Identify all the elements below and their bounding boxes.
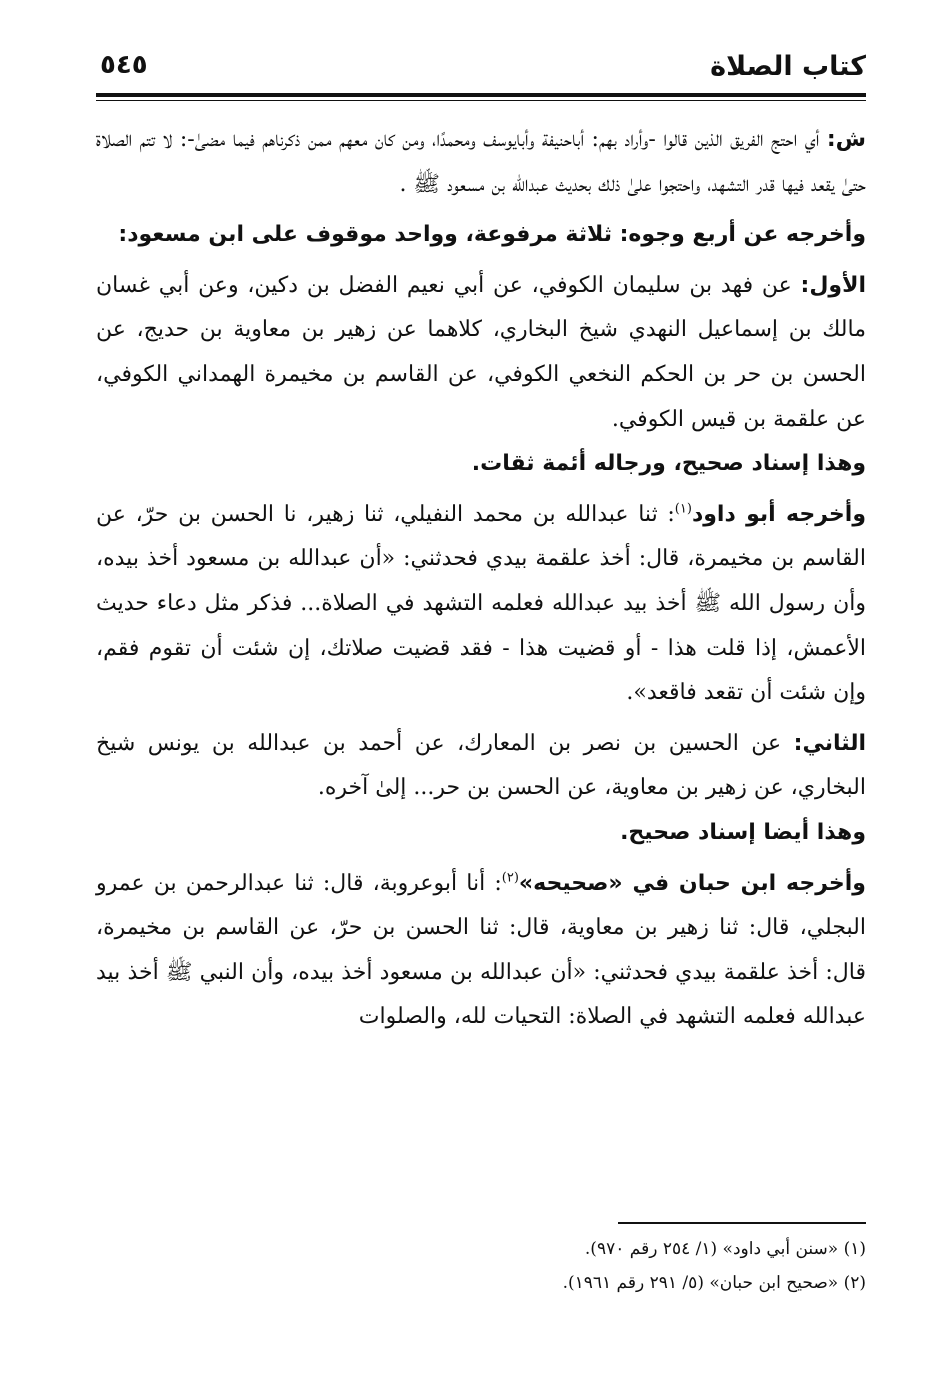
paragraph-body: : أنا أبوعروبة، قال: ثنا عبدالرحمن بن عمرو البجلي، قال: ثنا زهير بن معاوية، قال: ثنا الحسن بن حرّ، عن القاسم بن مخيمرة، قال: أخذ علقمة بيدي فحدثني: «أن عبدالله بن مسعود أخذ بيده، وأن النبي ﷺ أخذ بيد عبدالله فعلمه التشهد في الصلاة: التحيات لله، والصلوات	[96, 870, 866, 1030]
paragraph-body: أي احتج الفريق الذين قالوا -وأراد بهم: أباحنيفة وأبايوسف ومحمدًا، ومن كان معهم ممن ذكرناهم فيما مضىٰ-: لا تتم الصلاة حتىٰ يقعد فيها قدر التشهد، واحتجوا علىٰ ذلك بحديث عبدالله بن مسعود ﷺ .	[96, 127, 866, 197]
paragraph-first-chain	[96, 264, 866, 442]
main-text	[96, 118, 866, 1040]
paragraph-ibn-hibban	[96, 862, 866, 1040]
footnote-1: (١) «سنن أبي داود» (١/ ٢٥٤ رقم ٩٧٠).	[584, 1239, 866, 1259]
header-rule-thin	[96, 100, 866, 101]
header-rule-thick	[96, 93, 866, 97]
paragraph-lead: الثاني:	[793, 730, 866, 756]
footnote-2: (٢) «صحيح ابن حبان» (٥/ ٢٩١ رقم ١٩٦١).	[562, 1273, 866, 1293]
footnote-marker[interactable]: (١)	[674, 501, 692, 517]
page-number: ٥٤٥	[100, 50, 148, 80]
running-header	[96, 44, 866, 94]
footnotes	[96, 1232, 866, 1300]
chapter-title: كتاب الصلاة	[710, 51, 866, 82]
grading-statement: وهذا أيضا إسناد صحيح.	[620, 819, 866, 845]
paragraph-commentary	[96, 118, 866, 207]
footnote-marker[interactable]: (٢)	[501, 870, 519, 886]
footnote-separator	[618, 1222, 866, 1224]
paragraph-lead: وأخرجه ابن حبان في «صحيحه»	[518, 870, 866, 896]
paragraph-abu-dawud	[96, 493, 866, 716]
paragraph-body: : ثنا عبدالله بن محمد النفيلي، ثنا زهير، نا الحسن بن حرّ، عن القاسم بن مخيمرة، قال: أخذ علقمة بيدي فحدثني: «أن عبدالله بن مسعود أخذ بيده، وأن رسول الله ﷺ أخذ بيد عبدالله فعلمه التشهد في الصلاة... فذكر مثل دعاء حديث الأعمش، إذا قلت هذا - أو قضيت هذا - فقد قضيت صلاتك، إن شئت أن تقوم فقم، وإن شئت أن تقعد فاقعد».	[96, 501, 866, 706]
paragraph-body: عن فهد بن سليمان الكوفي، عن أبي نعيم الفضل بن دكين، وعن أبي غسان مالك بن إسماعيل النهدي شيخ البخاري، كلاهما عن زهير بن معاوية بن حديج، عن الحسن بن حر بن الحكم النخعي الكوفي، عن القاسم بن مخيمرة الهمداني الكوفي، عن علقمة بن قيس الكوفي.	[96, 272, 866, 432]
section-heading: وأخرجه عن أربع وجوه: ثلاثة مرفوعة، وواحد موقوف على ابن مسعود:	[118, 222, 866, 248]
paragraph-lead: الأول:	[800, 272, 866, 298]
grading-statement: وهذا إسناد صحيح، ورجاله أئمة ثقات.	[471, 451, 866, 477]
paragraph-body: عن الحسين بن نصر بن المعارك، عن أحمد بن عبدالله بن يونس شيخ البخاري، عن زهير بن معاوية، عن الحسن بن حر... إلىٰ آخره.	[96, 730, 866, 801]
paragraph-second-chain	[96, 722, 866, 811]
paragraph-lead: ش:	[826, 127, 867, 152]
paragraph-lead: وأخرجه أبو داود	[691, 501, 866, 527]
